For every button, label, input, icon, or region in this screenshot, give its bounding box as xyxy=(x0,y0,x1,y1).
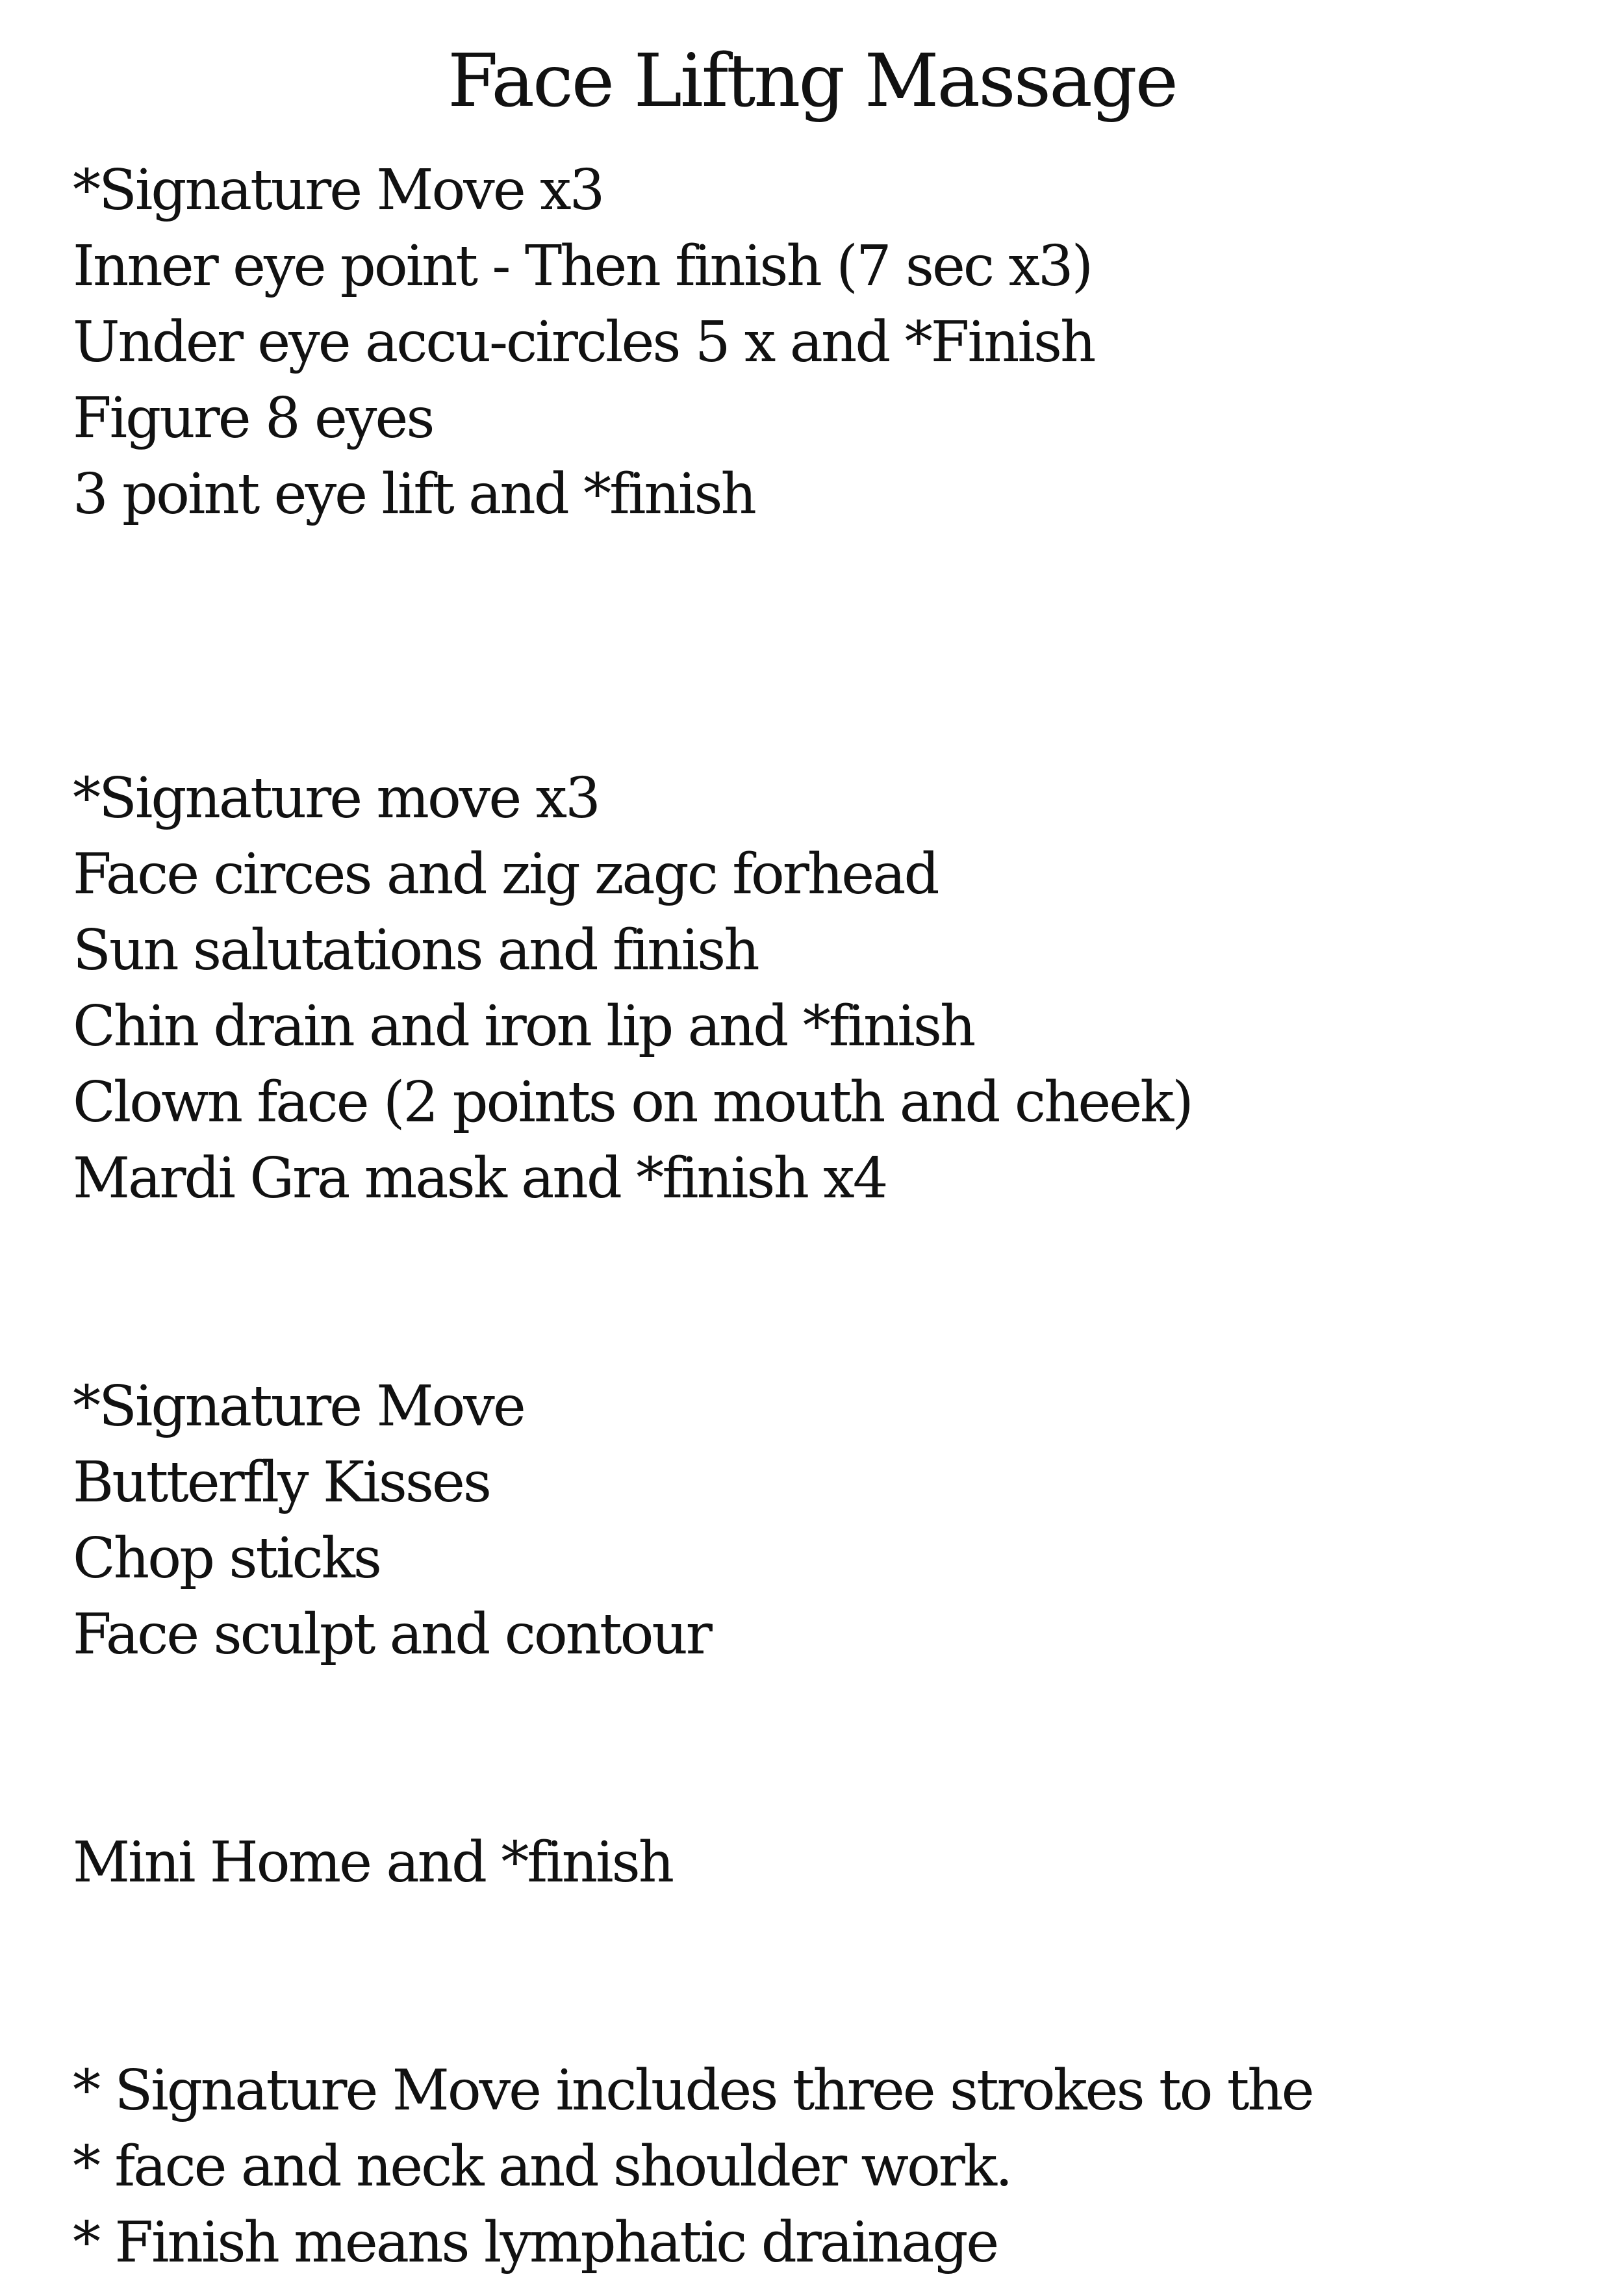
section-spacer xyxy=(73,533,1567,761)
instruction-line: Face sculpt and contour xyxy=(73,1602,711,1667)
face-sequence-section xyxy=(73,761,1567,1217)
note-line: * Signature Move includes three strokes to the xyxy=(73,2058,1313,2123)
instruction-line: *Signature Move x3 xyxy=(73,158,603,223)
instruction-line: *Signature Move xyxy=(73,1374,524,1439)
note-line: * Finish means lymphatic drainage xyxy=(73,2210,998,2275)
instruction-line: 3 point eye lift and *finish xyxy=(73,462,755,527)
notes-section xyxy=(73,2053,1567,2281)
instruction-line: Under eye accu-circles 5 x and *Finish xyxy=(73,310,1095,375)
instruction-line: Butterfly Kisses xyxy=(73,1450,490,1515)
instruction-line: Face circes and zig zagc forhead xyxy=(73,842,938,907)
instruction-line: Clown face (2 points on mouth and cheek) xyxy=(73,1070,1192,1135)
instruction-line: Chop sticks xyxy=(73,1526,380,1591)
section-spacer xyxy=(73,1217,1567,1369)
eye-sequence-section xyxy=(73,153,1567,533)
instruction-line: Figure 8 eyes xyxy=(73,386,433,451)
note-line: * face and neck and shoulder work. xyxy=(73,2134,1011,2199)
section-spacer xyxy=(73,1673,1567,1825)
closing-sequence-section xyxy=(73,1825,1567,1901)
instruction-line: Mardi Gra mask and *finish x4 xyxy=(73,1146,887,1211)
section-spacer xyxy=(73,1901,1567,2053)
instruction-line: Inner eye point - Then finish (7 sec x3) xyxy=(73,234,1092,299)
instruction-line: Sun salutations and finish xyxy=(73,918,758,983)
instruction-line: Chin drain and iron lip and *finish xyxy=(73,994,974,1059)
document-content xyxy=(73,153,1567,2281)
contour-sequence-section xyxy=(73,1369,1567,1673)
instruction-line: Mini Home and *finish xyxy=(73,1830,673,1895)
document-title: Face Liftng Massage xyxy=(448,39,1176,123)
instruction-line: *Signature move x3 xyxy=(73,766,599,831)
